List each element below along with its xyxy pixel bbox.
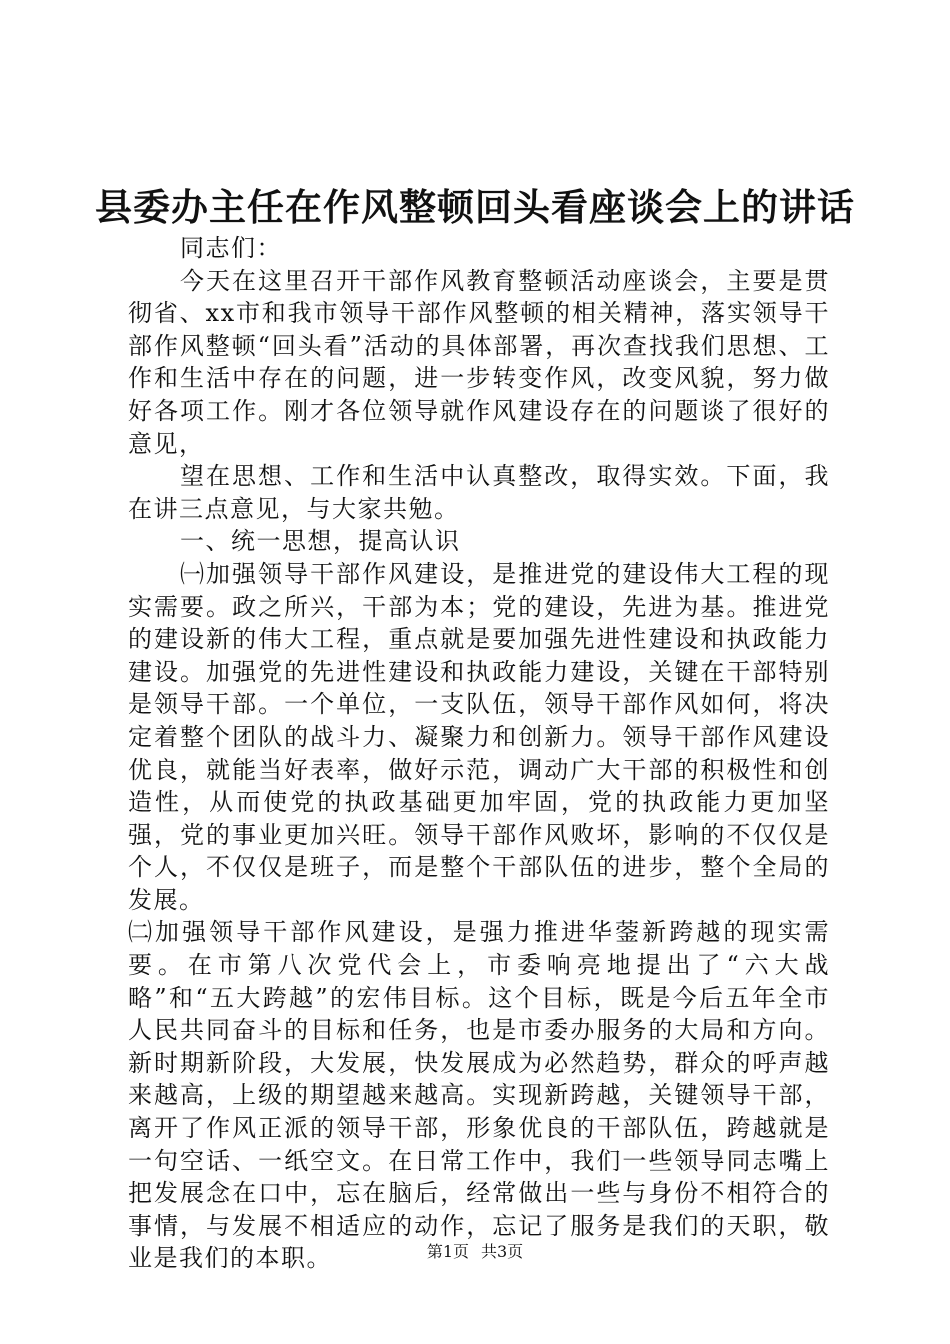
- intro-continuation-paragraph: 望在思想、工作和生活中认真整改，取得实效。下面，我在讲三点意见，与大家共勉。: [128, 462, 830, 523]
- document-body: [128, 232, 830, 1275]
- page-total: 共3页: [481, 1242, 524, 1261]
- intro-paragraph: 今天在这里召开干部作风教育整顿活动座谈会，主要是贯彻省、xx市和我市领导干部作风整顿的相关精神，落实领导干部作风整顿“回头看”活动的具体部署，再次查找我们思想、工作和生活中存在的问题，进一步转变作风，改变风貌，努力做好各项工作。刚才各位领导就作风建设存在的问题谈了很好的意见，: [128, 266, 830, 458]
- salutation-paragraph: 同志们：: [180, 234, 282, 262]
- point-two-paragraph: ㈡加强领导干部作风建设，是强力推进华蓥新跨越的现实需要。在市第八次党代会上，市委响亮地提出了“六大战略”和“五大跨越”的宏伟目标。这个目标，既是今后五年全市人民共同奋斗的目标和任务，也是市委办服务的大局和方向。新时期新阶段，大发展，快发展成为必然趋势，群众的呼声越来越高，上级的期望越来越高。实现新跨越，关键领导干部，离开了作风正派的领导干部，形象优良的干部队伍，跨越就是一句空话、一纸空文。在日常工作中，我们一些领导同志嘴上把发展念在口中，忘在脑后，经常做出一些与身份不相符合的事情，与发展不相适应的动作，忘记了服务是我们的天职，敬业是我们的本职。: [128, 918, 830, 1273]
- point-one-paragraph: ㈠加强领导干部作风建设，是推进党的建设伟大工程的现实需要。政之所兴，干部为本；党的建设，先进为基。推进党的建设新的伟大工程，重点就是要加强先进性建设和执政能力建设。加强党的先进性建设和执政能力建设，关键在干部特别是领导干部。一个单位，一支队伍，领导干部作风如何，将决定着整个团队的战斗力、凝聚力和创新力。领导干部作风建设优良，就能当好表率，做好示范，调动广大干部的积极性和创造性，从而使党的执政基础更加牢固，党的执政能力更加坚强，党的事业更加兴旺。领导干部作风败坏，影响的不仅仅是个人，不仅仅是班子，而是整个干部队伍的进步，整个全局的发展。: [128, 559, 830, 914]
- document-title: 县委办主任在作风整顿回头看座谈会上的讲话: [95, 186, 855, 229]
- page-number: 第1页: [426, 1242, 469, 1261]
- section-heading: 一、统一思想，提高认识: [180, 527, 461, 556]
- page-footer: [0, 1241, 950, 1263]
